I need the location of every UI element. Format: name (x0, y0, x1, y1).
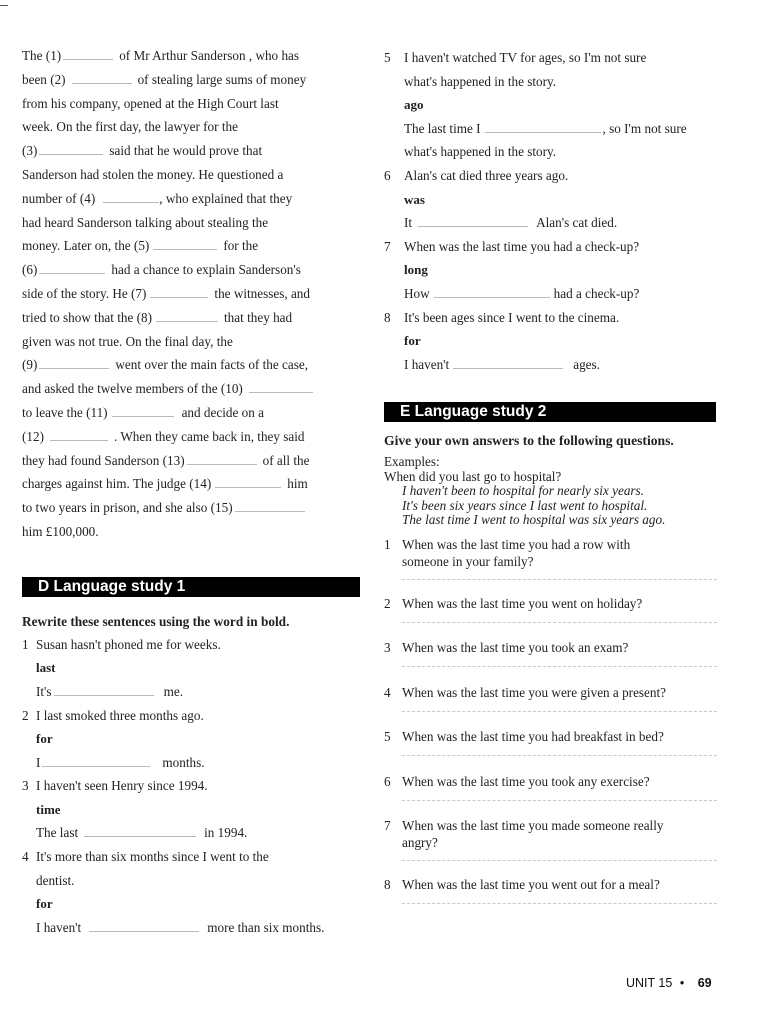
passage-text: to two years in prison, and she also (15) (22, 500, 233, 516)
question-item (384, 773, 724, 817)
answer-start: It's (36, 683, 52, 699)
exercise-item (22, 774, 360, 845)
passage-line (22, 401, 360, 425)
exercise-item (384, 306, 724, 377)
answer-start: I haven't (404, 356, 450, 372)
bold-keyword: time (36, 801, 61, 817)
answer-line (402, 578, 717, 580)
item-sentence: When was the last time you had a check-up? (404, 238, 640, 254)
item-sentence: It's more than six months since I went to the (36, 849, 269, 865)
gap-blank (235, 501, 305, 512)
passage-text: (6) (22, 262, 38, 278)
passage-line (22, 472, 360, 496)
question-text: When was the last time you had breakfast in bed? (402, 728, 664, 744)
answer-end: , so I'm not sure (602, 120, 687, 136)
bold-keyword: was (404, 191, 425, 207)
item-sentence: Alan's cat died three years ago. (404, 167, 569, 183)
passage-text: him £100,000. (22, 523, 99, 539)
question-text: When was the last time you had a row with (402, 536, 631, 552)
question-number: 5 (384, 728, 391, 744)
passage-line (22, 92, 360, 116)
answer-end: months. (162, 754, 205, 770)
passage-text: money. Later on, the (5) (22, 238, 150, 254)
passage-line (22, 282, 360, 306)
question-text: When was the last time you went out for a meal? (402, 876, 660, 892)
gap-blank (72, 73, 132, 84)
exercise-item (22, 845, 360, 939)
passage-line (22, 115, 360, 139)
passage-text: that they had (224, 309, 293, 325)
example-answer: The last time I went to hospital was six years ago. (402, 512, 666, 528)
item-number: 1 (22, 636, 29, 652)
item-sentence-cont: what's happened in the story. (404, 73, 557, 89)
bold-keyword: for (36, 731, 53, 747)
answer-blank (84, 826, 196, 837)
question-item (384, 684, 724, 728)
answer-end: me. (163, 683, 183, 699)
question-number: 3 (384, 639, 391, 655)
answer-line (402, 902, 717, 904)
item-number: 5 (384, 50, 391, 65)
answer-end: in 1994. (204, 825, 248, 841)
question-number: 6 (384, 773, 391, 789)
passage-line (22, 520, 360, 544)
gap-blank (103, 192, 159, 203)
passage-text: of all the (262, 452, 310, 468)
passage-text: they had found Sanderson (13) (22, 452, 185, 468)
section-e-questions (384, 536, 724, 916)
passage-text: and asked the twelve members of the (10) (22, 381, 243, 397)
example-question: When did you last go to hospital? (384, 468, 562, 484)
item-sentence: I haven't seen Henry since 1994. (36, 778, 208, 794)
exercise-item (384, 235, 724, 306)
passage-text: for the (223, 238, 259, 254)
passage-text: from his company, opened at the High Court last (22, 95, 279, 111)
question-item (384, 876, 724, 916)
gap-blank (112, 406, 174, 417)
passage-text: charges against him. The judge (14) (22, 476, 212, 492)
answer-end: ages. (573, 356, 600, 372)
passage-text: (9) (22, 357, 38, 373)
question-item (384, 595, 724, 639)
answer-line (402, 799, 717, 801)
bold-keyword: ago (404, 97, 424, 113)
answer-line (402, 665, 717, 667)
answer-start: The last (36, 825, 79, 841)
item-number: 3 (22, 778, 29, 794)
question-text: When was the last time you went on holiday? (402, 595, 643, 611)
passage-line (22, 68, 360, 92)
example-answer: It's been six years since I last went to hospital. (402, 497, 648, 513)
question-text: When was the last time you made someone really (402, 817, 664, 833)
gap-blank (39, 358, 109, 369)
passage-text: and decide on a (181, 404, 264, 420)
passage-text: the witnesses, and (214, 285, 310, 301)
gap-blank (39, 263, 105, 274)
passage-text: him (287, 476, 308, 492)
cloze-passage (22, 44, 360, 544)
passage-text: number of (4) (22, 190, 96, 206)
passage-line (22, 377, 360, 401)
page-number: 69 (697, 976, 712, 990)
passage-line (22, 139, 360, 163)
answer-end-cont: what's happened in the story. (404, 144, 557, 160)
item-sentence: I haven't watched TV for ages, so I'm not sure (404, 50, 647, 65)
passage-line (22, 258, 360, 282)
item-number: 7 (384, 238, 391, 254)
page-footer (626, 976, 712, 990)
gap-blank (153, 239, 217, 250)
exercise-item (384, 46, 724, 164)
gap-blank (187, 454, 257, 465)
gap-blank (150, 287, 208, 298)
answer-end: had a check-up? (553, 285, 640, 301)
passage-text: went over the main facts of the case, (115, 357, 308, 373)
question-number: 2 (384, 595, 391, 611)
answer-line (402, 754, 717, 756)
item-number: 4 (22, 849, 29, 865)
passage-text: , who explained that they (159, 190, 293, 206)
examples-label: Examples: (384, 454, 440, 470)
passage-line (22, 211, 360, 235)
unit-label: UNIT 15 (626, 976, 673, 990)
question-number: 1 (384, 536, 391, 552)
item-sentence: It's been ages since I went to the cinema. (404, 309, 620, 325)
answer-start: It (404, 215, 413, 231)
bold-keyword: for (36, 896, 53, 912)
passage-line (22, 187, 360, 211)
passage-line (22, 353, 360, 377)
question-item (384, 817, 724, 876)
example-answer: I haven't been to hospital for nearly six years. (402, 483, 644, 499)
passage-text: tried to show that the (8) (22, 309, 153, 325)
item-number: 8 (384, 309, 391, 325)
exercise-item (22, 633, 360, 704)
passage-line (22, 330, 360, 354)
gap-blank (63, 49, 113, 60)
answer-blank (89, 921, 199, 932)
answer-start: How (404, 285, 430, 301)
passage-text: Sanderson had stolen the money. He questioned a (22, 166, 284, 182)
gap-blank (50, 430, 108, 441)
question-text: When was the last time you took any exercise? (402, 773, 650, 789)
answer-blank (485, 122, 601, 133)
question-text: When was the last time you were given a present? (402, 684, 667, 700)
answer-start: I haven't (36, 919, 82, 935)
left-column (22, 44, 360, 939)
question-number: 4 (384, 684, 391, 700)
passage-text: The (1) (22, 48, 62, 63)
answer-line (402, 859, 717, 861)
answer-blank (54, 685, 154, 696)
right-column (384, 46, 724, 916)
question-item (384, 639, 724, 684)
passage-text: to leave the (11) (22, 404, 108, 420)
answer-blank (453, 358, 563, 369)
passage-text: of Mr Arthur Sanderson , who has (119, 48, 300, 63)
passage-text: side of the story. He (7) (22, 285, 147, 301)
answer-line (402, 710, 717, 712)
bold-keyword: last (36, 660, 56, 676)
answer-end: Alan's cat died. (536, 215, 618, 231)
gap-blank (156, 311, 218, 322)
item-number: 2 (22, 707, 29, 723)
question-item (384, 728, 724, 773)
answer-end: more than six months. (207, 919, 325, 935)
answer-line (402, 621, 717, 623)
bold-keyword: for (404, 333, 421, 349)
bold-keyword: long (404, 262, 428, 278)
answer-start: The last time I (404, 120, 481, 136)
exercise-item (22, 704, 360, 775)
section-d-items-cont (384, 46, 724, 376)
passage-line (22, 163, 360, 187)
item-sentence: Susan hasn't phoned me for weeks. (36, 636, 221, 652)
passage-text: week. On the first day, the lawyer for the (22, 119, 238, 135)
question-item (384, 536, 724, 595)
passage-text: been (2) (22, 71, 66, 87)
answer-start: I (36, 754, 41, 770)
section-e-header: E Language study 2 (384, 402, 716, 422)
passage-line (22, 306, 360, 330)
gap-blank (249, 382, 313, 393)
passage-text: (12) (22, 428, 44, 444)
gap-blank (39, 144, 103, 155)
passage-line (22, 496, 360, 520)
passage-text: given was not true. On the final day, the (22, 333, 233, 349)
footer-bullet: • (679, 976, 685, 990)
passage-text: said that he would prove that (109, 143, 263, 159)
page-corner-mark (0, 5, 8, 6)
passage-line (22, 234, 360, 258)
section-e-instruction: Give your own answers to the following questions. (384, 433, 674, 449)
section-d-items (22, 633, 360, 940)
item-sentence: I last smoked three months ago. (36, 707, 204, 723)
answer-blank (42, 756, 150, 767)
question-text-cont: angry? (402, 834, 438, 850)
gap-blank (215, 477, 281, 488)
passage-text: (3) (22, 143, 38, 159)
passage-text: of stealing large sums of money (137, 71, 307, 87)
section-d-instruction: Rewrite these sentences using the word in bold. (22, 613, 290, 629)
passage-line (22, 425, 360, 449)
answer-blank (418, 216, 528, 227)
question-number: 7 (384, 817, 391, 833)
examples-block (384, 455, 724, 528)
exercise-item (384, 164, 724, 235)
item-sentence-cont: dentist. (36, 872, 75, 888)
item-number: 6 (384, 167, 391, 183)
passage-text: . When they came back in, they said (113, 428, 305, 444)
section-d-header: D Language study 1 (22, 577, 360, 597)
passage-line (22, 449, 360, 473)
question-text-cont: someone in your family? (402, 553, 534, 569)
question-text: When was the last time you took an exam? (402, 639, 629, 655)
passage-text: had heard Sanderson talking about stealing the (22, 214, 269, 230)
passage-text: had a chance to explain Sanderson's (111, 262, 301, 278)
question-number: 8 (384, 876, 391, 892)
passage-line (22, 44, 360, 68)
answer-blank (434, 287, 550, 298)
